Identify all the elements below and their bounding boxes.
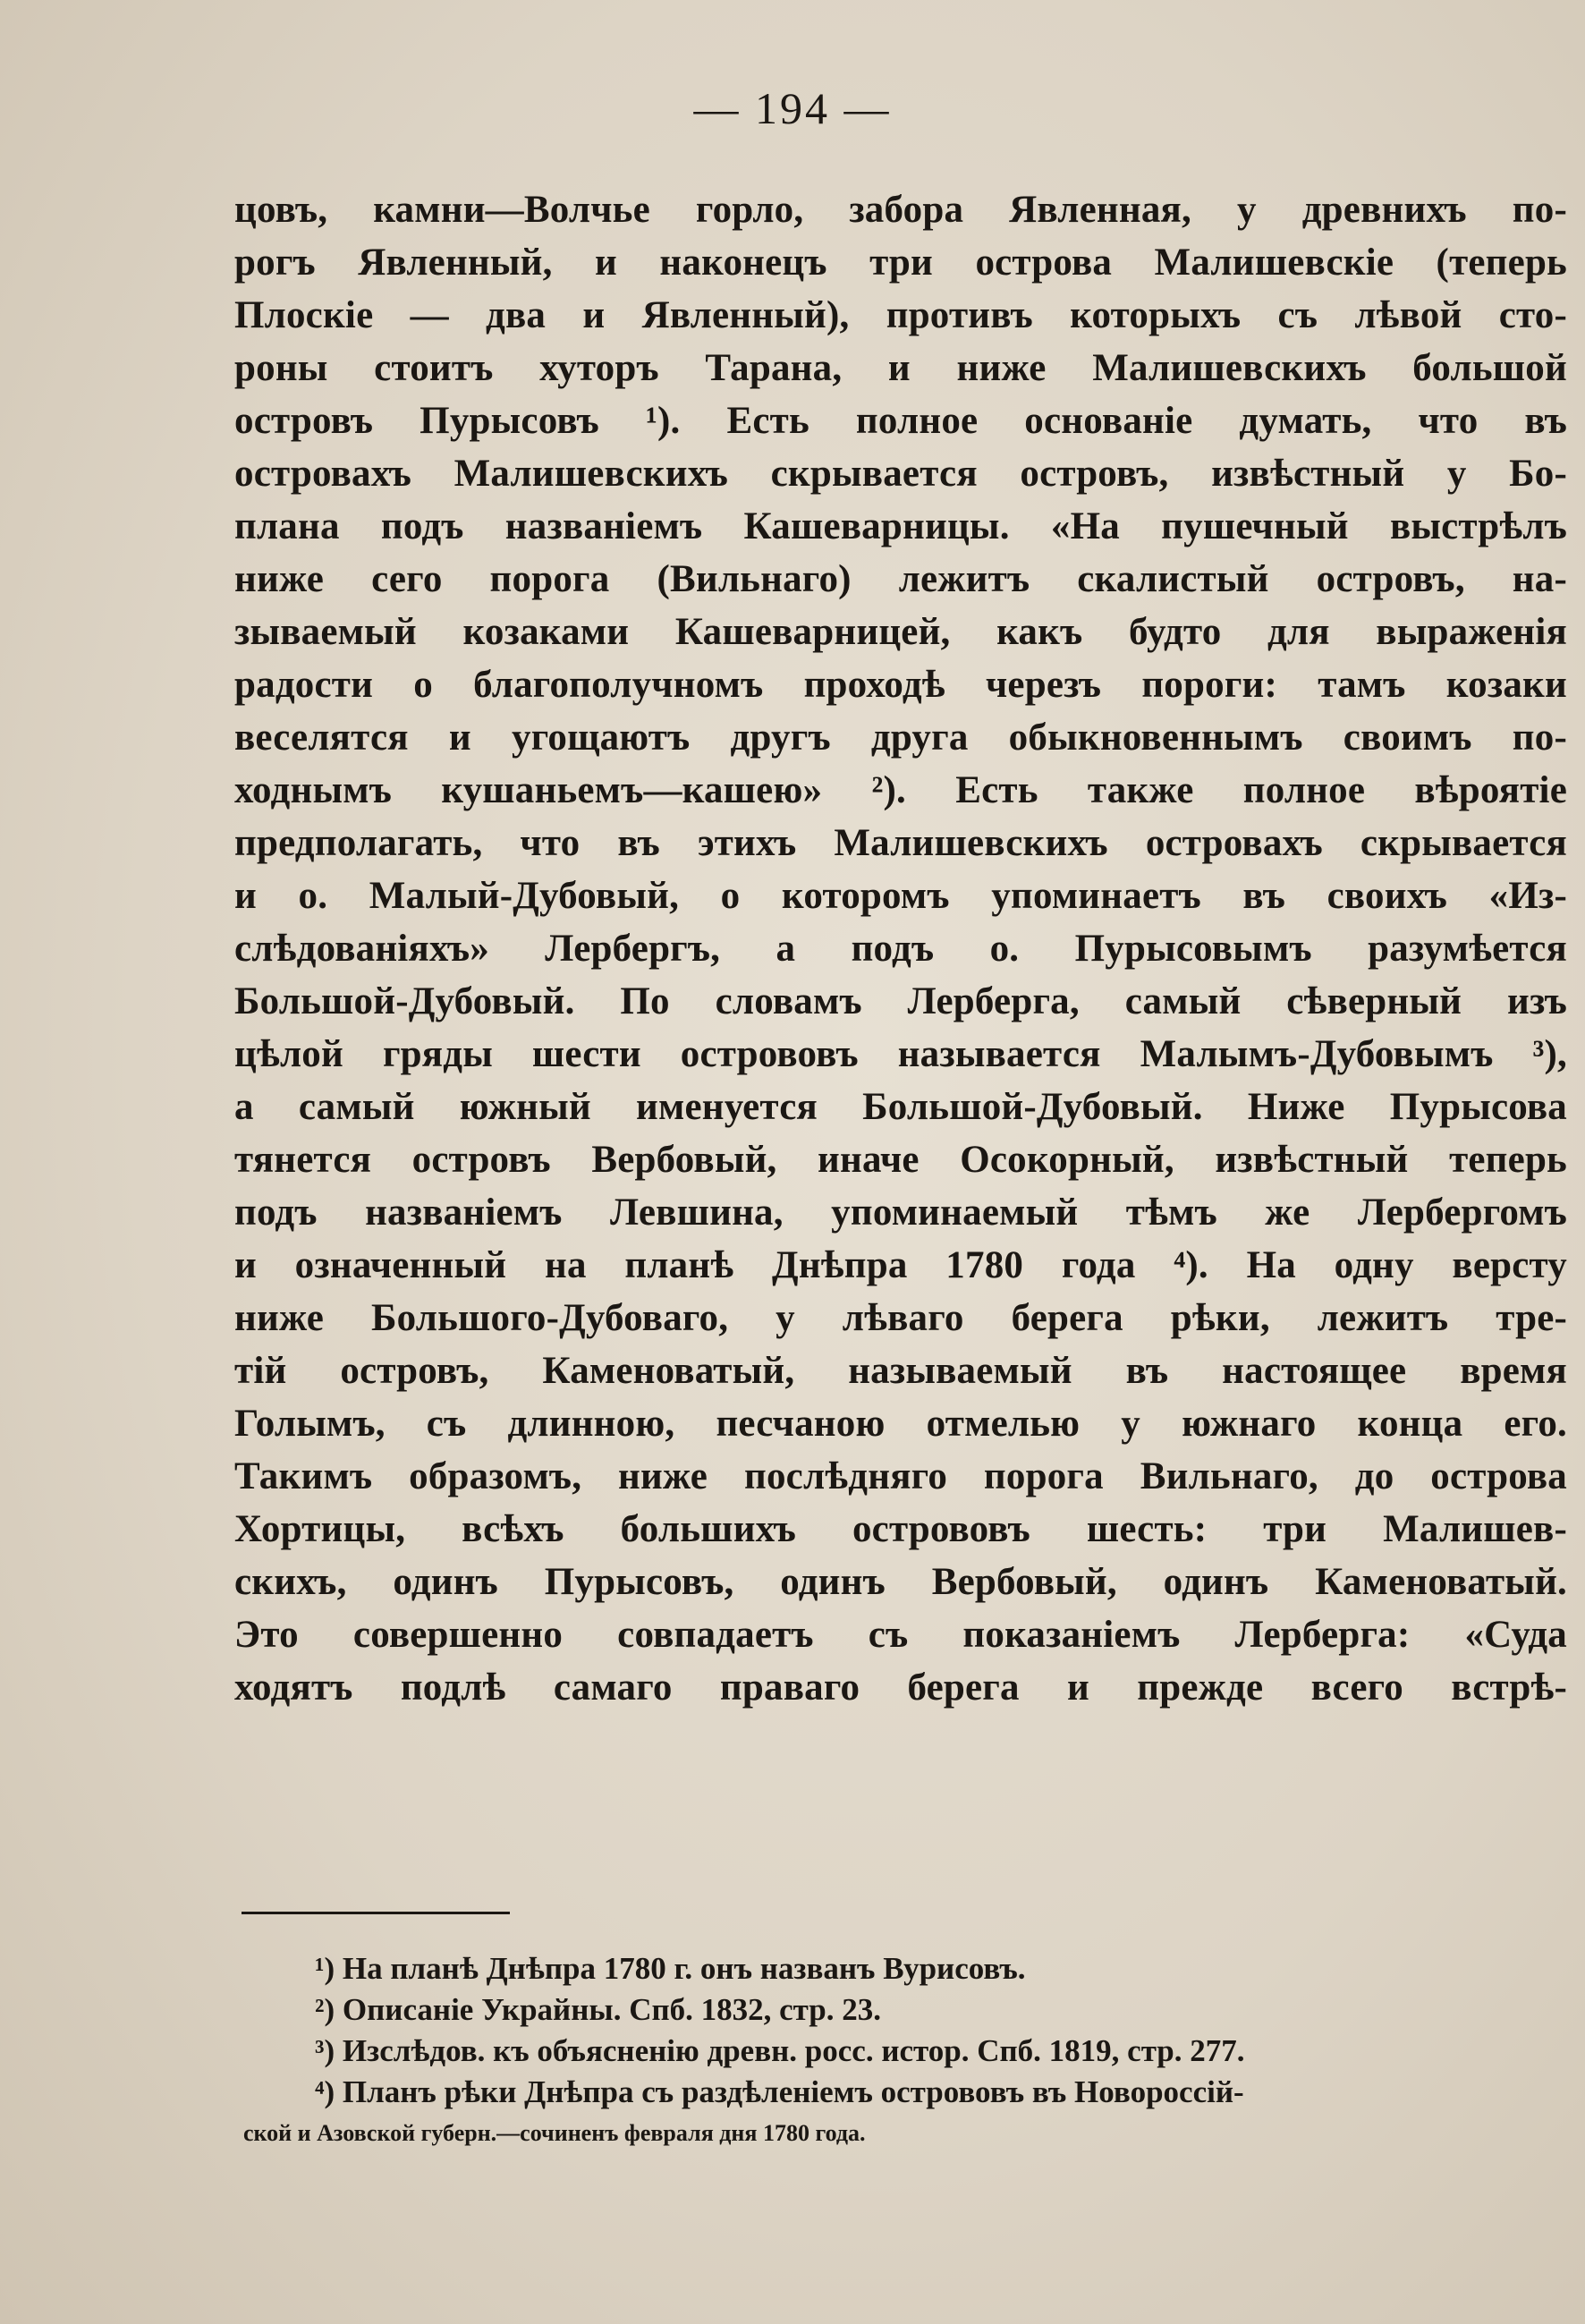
text-line: Голымъ, съ длинною, песчаною отмелью у южнаго конца его.: [234, 1403, 1567, 1445]
text-line: Такимъ образомъ, ниже послѣдняго порога Вильнаго, до острова: [234, 1455, 1567, 1497]
text-line: плана подъ названіемъ Кашеварницы. «На пушечный выстрѣлъ: [234, 505, 1567, 547]
text-line: а самый южный именуется Большой-Дубовый. Ниже Пурысова: [234, 1086, 1567, 1128]
text-line: радости о благополучномъ проходѣ черезъ пороги: тамъ козаки: [234, 664, 1567, 706]
text-line: Плоскіе — два и Явленный), противъ которыхъ съ лѣвой сто-: [234, 294, 1567, 336]
footnote: ²) Описаніе Украйны. Спб. 1832, стр. 23.: [315, 1992, 882, 2027]
footnote: ⁴) Планъ рѣки Днѣпра съ раздѣленіемъ острововъ въ Новороссій-: [315, 2074, 1244, 2109]
text-line: веселятся и угощаютъ другъ друга обыкновеннымъ своимъ по-: [234, 717, 1567, 759]
text-line: роны стоитъ хуторъ Тарана, и ниже Малишевскихъ большой: [234, 347, 1567, 389]
text-line: ходнымъ кушаньемъ—кашею» ²). Есть также полное вѣроятіе: [234, 769, 1567, 811]
footnote-continuation: ской и Азовской губерн.—сочиненъ февраля дня 1780 года.: [243, 2120, 866, 2146]
text-line: Хортицы, всѣхъ большихъ острововъ шесть: три Малишев-: [234, 1508, 1567, 1550]
footnote: ¹) На планѣ Днѣпра 1780 г. онъ названъ Вурисовъ.: [315, 1951, 1026, 1986]
text-line: и о. Малый-Дубовый, о которомъ упоминаетъ въ своихъ «Из-: [234, 875, 1567, 917]
text-line: тянется островъ Вербовый, иначе Осокорный, извѣстный теперь: [234, 1139, 1567, 1181]
footnote-divider: [242, 1912, 510, 1914]
text-line: рогъ Явленный, и наконецъ три острова Малишевскіе (теперь: [234, 242, 1567, 284]
text-line: предполагать, что въ этихъ Малишевскихъ островахъ скрывается: [234, 822, 1567, 864]
text-line: цѣлой гряды шести острововъ называется Малымъ-Дубовымъ ³),: [234, 1033, 1567, 1075]
body-text: [234, 183, 1567, 1714]
text-line: Большой-Дубовый. По словамъ Лерберга, самый сѣверный изъ: [234, 980, 1567, 1022]
text-line: цовъ, камни—Волчье горло, забора Явленная, у древнихъ по-: [234, 189, 1567, 231]
text-line: слѣдованіяхъ» Лербергъ, а подъ о. Пурысовымъ разумѣется: [234, 928, 1567, 970]
text-line: ниже Большого-Дубоваго, у лѣваго берега рѣки, лежитъ тре-: [234, 1297, 1567, 1339]
text-line: Это совершенно совпадаетъ съ показаніемъ Лерберга: «Суда: [234, 1614, 1567, 1656]
text-line: ниже сего порога (Вильнаго) лежитъ скалистый островъ, на-: [234, 558, 1567, 600]
text-line: тій островъ, Каменоватый, называемый въ настоящее время: [234, 1350, 1567, 1392]
text-line: и означенный на планѣ Днѣпра 1780 года ⁴). На одну версту: [234, 1244, 1567, 1286]
text-line: скихъ, одинъ Пурысовъ, одинъ Вербовый, одинъ Каменоватый.: [234, 1561, 1567, 1603]
text-line: зываемый козаками Кашеварницей, какъ будто для выраженія: [234, 611, 1567, 653]
text-line: островъ Пурысовъ ¹). Есть полное основаніе думать, что въ: [234, 400, 1567, 442]
text-line: подъ названіемъ Левшина, упоминаемый тѣмъ же Лербергомъ: [234, 1192, 1567, 1234]
page-number: — 194 —: [693, 83, 892, 133]
text-line: ходятъ подлѣ самаго праваго берега и прежде всего встрѣ-: [234, 1667, 1567, 1709]
text-line: островахъ Малишевскихъ скрывается островъ, извѣстный у Бо-: [234, 453, 1567, 495]
footnote: ³) Изслѣдов. къ объясненію древн. росс. истор. Спб. 1819, стр. 277.: [315, 2033, 1245, 2068]
footnotes: [243, 1948, 1549, 2154]
